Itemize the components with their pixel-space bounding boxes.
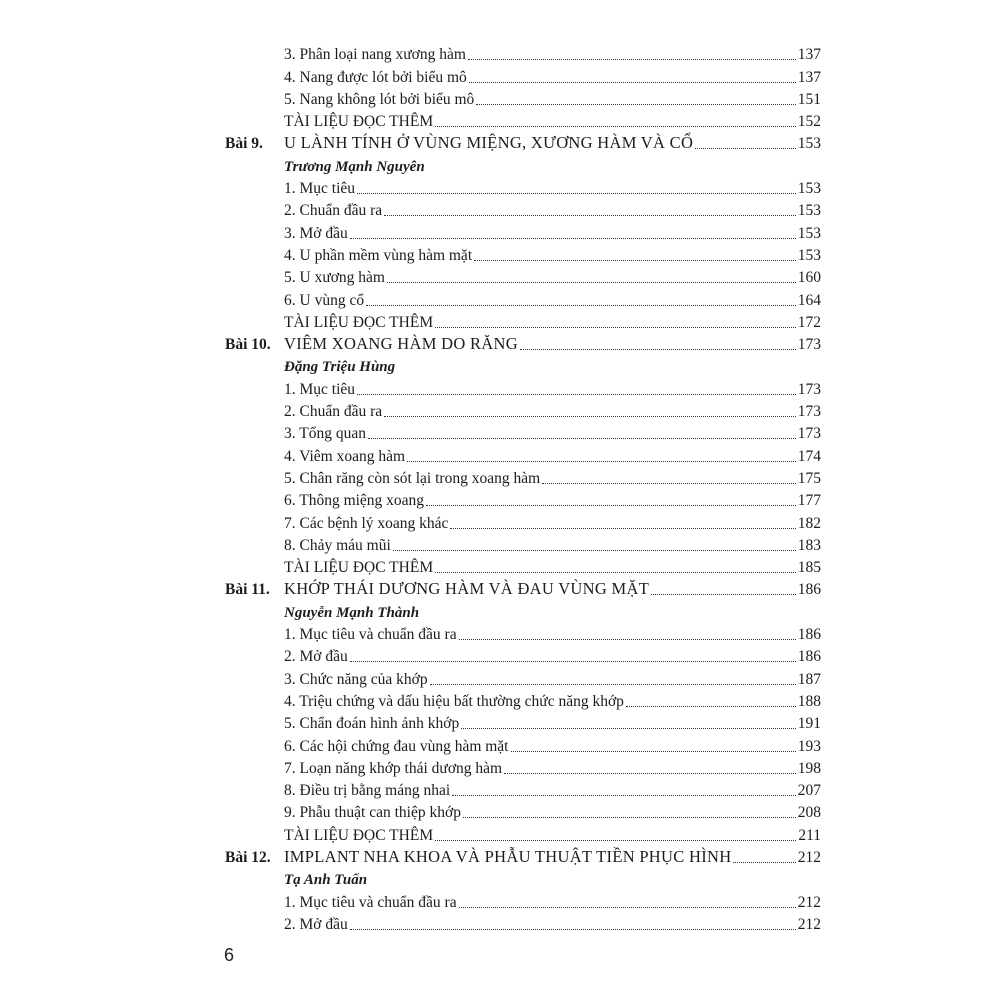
- dot-leader: [695, 148, 796, 149]
- entry-title: 4. U phần mềm vùng hàm mặt: [284, 246, 473, 264]
- toc-entry: [225, 89, 821, 111]
- toc-author: [225, 356, 821, 378]
- toc-lesson-heading: [225, 133, 821, 155]
- entry-page-number: 175: [797, 469, 821, 487]
- toc-entry: [225, 445, 821, 467]
- dot-leader: [384, 215, 796, 216]
- entry-title: 1. Mục tiêu và chuẩn đầu ra: [284, 626, 457, 644]
- dot-leader: [476, 104, 795, 105]
- dot-leader: [435, 327, 796, 328]
- entry-body: [284, 180, 821, 198]
- entry-title: 3. Mở đầu: [284, 224, 348, 242]
- entry-page-number: 212: [797, 848, 821, 866]
- toc-entry: [225, 111, 821, 133]
- entry-page-number: 153: [797, 180, 821, 198]
- dot-leader: [504, 773, 796, 774]
- toc-entry: [225, 691, 821, 713]
- toc-entry: [225, 512, 821, 534]
- entry-page-number: 153: [797, 246, 821, 264]
- entry-title: 6. Các hội chứng đau vùng hàm mặt: [284, 737, 509, 755]
- entry-page-number: 211: [798, 826, 821, 844]
- dot-leader: [459, 639, 796, 640]
- entry-body: [284, 425, 821, 443]
- entry-body: [284, 381, 821, 399]
- entry-title: 2. Chuẩn đầu ra: [284, 403, 383, 421]
- toc-entry: [225, 713, 821, 735]
- dot-leader: [474, 260, 796, 261]
- entry-body: [284, 202, 821, 220]
- entry-body: [284, 470, 821, 488]
- entry-body: [284, 448, 821, 466]
- dot-leader: [463, 817, 796, 818]
- entry-body: [284, 648, 821, 666]
- entry-page-number: 153: [797, 135, 821, 153]
- toc-entry: [225, 289, 821, 311]
- toc-entry: [225, 245, 821, 267]
- table-of-contents: [225, 44, 821, 936]
- dot-leader: [368, 438, 796, 439]
- toc-entry: [225, 646, 821, 668]
- entry-page-number: 185: [797, 559, 821, 577]
- entry-body: [284, 671, 821, 689]
- entry-body: [284, 69, 821, 87]
- entry-title: 9. Phẫu thuật can thiệp khớp: [284, 804, 461, 822]
- entry-title: 2. Mở đầu: [284, 915, 348, 933]
- toc-lesson-heading: [225, 334, 821, 356]
- entry-body: [284, 715, 821, 733]
- toc-entry: [225, 222, 821, 244]
- toc-entry: [225, 914, 821, 936]
- entry-body: [284, 626, 821, 644]
- dot-leader: [357, 193, 796, 194]
- toc-entry: [225, 535, 821, 557]
- entry-title: 5. U xương hàm: [284, 269, 385, 287]
- entry-page-number: 188: [797, 692, 821, 710]
- toc-lesson-heading: [225, 847, 821, 869]
- toc-entry: [225, 668, 821, 690]
- entry-page-number: 187: [797, 670, 821, 688]
- entry-body: [284, 559, 821, 577]
- dot-leader: [407, 461, 796, 462]
- entry-title: 3. Chức năng của khớp: [284, 670, 428, 688]
- entry-body: [284, 247, 821, 265]
- entry-page-number: 186: [797, 648, 821, 666]
- toc-entry: [225, 824, 821, 846]
- toc-entry: [225, 66, 821, 88]
- entry-body: [284, 847, 821, 867]
- entry-page-number: 212: [797, 915, 821, 933]
- entry-page-number: 164: [797, 291, 821, 309]
- entry-page-number: 137: [797, 68, 821, 86]
- dot-leader: [461, 728, 796, 729]
- entry-body: [284, 760, 821, 778]
- entry-page-number: 198: [797, 759, 821, 777]
- entry-page-number: 183: [797, 536, 821, 554]
- dot-leader: [435, 840, 796, 841]
- toc-author: [225, 601, 821, 623]
- entry-title: 4. Viêm xoang hàm: [284, 447, 406, 465]
- entry-body: [284, 804, 821, 822]
- entry-page-number: 191: [797, 715, 821, 733]
- toc-entry: [225, 178, 821, 200]
- dot-leader: [430, 684, 796, 685]
- entry-page-number: 173: [797, 403, 821, 421]
- dot-leader: [542, 483, 796, 484]
- entry-title: 3. Phân loại nang xương hàm: [284, 46, 466, 64]
- page-number: 6: [224, 945, 235, 965]
- entry-body: [284, 292, 821, 310]
- lesson-number: Bài 10.: [225, 336, 271, 354]
- entry-body: [284, 693, 821, 711]
- dot-leader: [626, 706, 796, 707]
- entry-body: [284, 314, 821, 332]
- dot-leader: [350, 929, 796, 930]
- entry-body: [284, 916, 821, 934]
- entry-page-number: 173: [797, 425, 821, 443]
- dot-leader: [350, 661, 796, 662]
- dot-leader: [387, 282, 796, 283]
- entry-body: [284, 579, 821, 599]
- dot-leader: [435, 126, 796, 127]
- entry-title: 5. Chẩn đoán hình ảnh khớp: [284, 715, 460, 733]
- entry-page-number: 193: [797, 737, 821, 755]
- entry-page-number: 173: [797, 336, 821, 354]
- toc-entry: [225, 624, 821, 646]
- entry-title: 6. U vùng cổ: [284, 291, 365, 309]
- toc-entry: [225, 802, 821, 824]
- toc-entry: [225, 267, 821, 289]
- toc-entry: [225, 44, 821, 66]
- entry-page-number: 152: [797, 113, 821, 131]
- toc-entry: [225, 557, 821, 579]
- dot-leader: [520, 349, 796, 350]
- entry-page-number: 174: [797, 447, 821, 465]
- author-name: Trương Mạnh Nguyên: [284, 158, 425, 175]
- entry-title: 1. Mục tiêu và chuẩn đầu ra: [284, 893, 457, 911]
- entry-page-number: 173: [797, 380, 821, 398]
- entry-title: TÀI LIỆU ĐỌC THÊM: [284, 559, 434, 577]
- entry-page-number: 186: [797, 581, 821, 599]
- entry-title: VIÊM XOANG HÀM DO RĂNG: [284, 334, 518, 354]
- entry-title: 8. Điều trị bằng máng nhai: [284, 782, 451, 800]
- entry-title: 4. Triệu chứng và dấu hiệu bất thường chức năng khớp: [284, 692, 624, 710]
- entry-body: [284, 872, 821, 889]
- entry-body: [284, 113, 821, 131]
- toc-entry: [225, 312, 821, 334]
- entry-title: 2. Mở đầu: [284, 648, 348, 666]
- entry-page-number: 137: [797, 46, 821, 64]
- entry-title: KHỚP THÁI DƯƠNG HÀM VÀ ĐAU VÙNG MẶT: [284, 579, 650, 599]
- entry-body: [284, 782, 821, 800]
- entry-page-number: 207: [797, 782, 821, 800]
- entry-body: [284, 738, 821, 756]
- author-name: Nguyễn Mạnh Thành: [284, 604, 420, 621]
- toc-author: [225, 869, 821, 891]
- entry-title: TÀI LIỆU ĐỌC THÊM: [284, 313, 434, 331]
- entry-body: [284, 334, 821, 354]
- dot-leader: [459, 907, 796, 908]
- entry-body: [284, 359, 821, 376]
- toc-entry: [225, 490, 821, 512]
- entry-title: 7. Loạn năng khớp thái dương hàm: [284, 759, 503, 777]
- entry-title: 4. Nang được lót bởi biểu mô: [284, 68, 467, 86]
- entry-page-number: 172: [797, 313, 821, 331]
- toc-entry: [225, 758, 821, 780]
- entry-title: 5. Chân răng còn sót lại trong xoang hàm: [284, 469, 541, 487]
- entry-body: [284, 605, 821, 622]
- entry-page-number: 160: [797, 269, 821, 287]
- dot-leader: [435, 572, 796, 573]
- toc-entry: [225, 780, 821, 802]
- entry-page-number: 177: [797, 492, 821, 510]
- dot-leader: [468, 59, 796, 60]
- entry-body: [284, 515, 821, 533]
- entry-body: [284, 133, 821, 153]
- entry-title: 2. Chuẩn đầu ra: [284, 202, 383, 220]
- entry-title: 1. Mục tiêu: [284, 380, 356, 398]
- entry-body: [284, 403, 821, 421]
- entry-page-number: 208: [797, 804, 821, 822]
- entry-title: 3. Tổng quan: [284, 425, 366, 443]
- toc-lesson-heading: [225, 579, 821, 601]
- entry-title: 7. Các bệnh lý xoang khác: [284, 514, 449, 532]
- dot-leader: [469, 82, 796, 83]
- entry-body: [284, 492, 821, 510]
- entry-page-number: 182: [797, 514, 821, 532]
- lesson-number: Bài 11.: [225, 581, 270, 599]
- entry-body: [284, 894, 821, 912]
- entry-title: 6. Thông miệng xoang: [284, 492, 425, 510]
- dot-leader: [357, 394, 796, 395]
- toc-entry: [225, 423, 821, 445]
- entry-body: [284, 225, 821, 243]
- entry-page-number: 153: [797, 224, 821, 242]
- toc-author: [225, 155, 821, 177]
- dot-leader: [426, 505, 796, 506]
- entry-title: 5. Nang không lót bởi biểu mô: [284, 90, 475, 108]
- entry-title: TÀI LIỆU ĐỌC THÊM: [284, 826, 434, 844]
- lesson-number: Bài 12.: [225, 848, 271, 866]
- toc-entry: [225, 200, 821, 222]
- entry-title: IMPLANT NHA KHOA VÀ PHẪU THUẬT TIỀN PHỤC HÌNH: [284, 846, 732, 866]
- entry-body: [284, 46, 821, 64]
- dot-leader: [452, 795, 796, 796]
- entry-title: 8. Chảy máu mũi: [284, 536, 391, 554]
- entry-body: [284, 91, 821, 109]
- entry-body: [284, 159, 821, 176]
- dot-leader: [384, 416, 796, 417]
- entry-title: 1. Mục tiêu: [284, 180, 356, 198]
- dot-leader: [733, 862, 795, 863]
- toc-entry: [225, 468, 821, 490]
- entry-page-number: 212: [797, 893, 821, 911]
- entry-body: [284, 269, 821, 287]
- dot-leader: [393, 550, 796, 551]
- entry-title: U LÀNH TÍNH Ở VÙNG MIỆNG, XƯƠNG HÀM VÀ CỔ: [284, 133, 694, 153]
- entry-page-number: 153: [797, 202, 821, 220]
- entry-body: [284, 827, 821, 845]
- author-name: Tạ Anh Tuấn: [284, 872, 368, 889]
- toc-entry: [225, 401, 821, 423]
- lesson-number: Bài 9.: [225, 135, 263, 153]
- toc-entry: [225, 735, 821, 757]
- toc-entry: [225, 891, 821, 913]
- entry-page-number: 151: [797, 90, 821, 108]
- toc-entry: [225, 378, 821, 400]
- dot-leader: [450, 528, 795, 529]
- entry-page-number: 186: [797, 626, 821, 644]
- entry-body: [284, 537, 821, 555]
- dot-leader: [366, 305, 796, 306]
- author-name: Đặng Triệu Hùng: [284, 359, 396, 376]
- dot-leader: [350, 238, 796, 239]
- entry-title: TÀI LIỆU ĐỌC THÊM: [284, 113, 434, 131]
- dot-leader: [511, 751, 796, 752]
- dot-leader: [651, 594, 796, 595]
